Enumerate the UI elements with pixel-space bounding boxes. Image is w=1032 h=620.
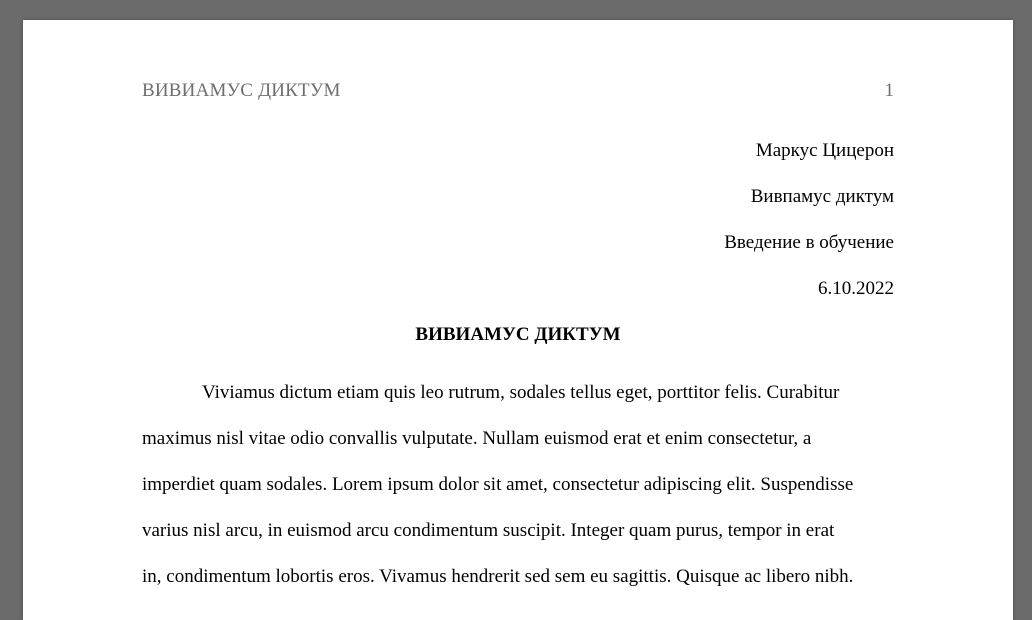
body-paragraph <box>142 370 894 600</box>
document-page[interactable] <box>23 20 1013 620</box>
body-line: varius nisl arcu, in euismod arcu condimentum suscipit. Integer quam purus, tempor in erat <box>142 520 835 541</box>
running-head: ВИВИАМУС ДИКТУМ <box>142 80 341 101</box>
course-name: Введение в обучение <box>724 232 894 253</box>
author-name: Маркус Цицерон <box>755 140 894 161</box>
document-date: 6.10.2022 <box>818 278 894 299</box>
document-title: ВИВИАМУС ДИКТУМ <box>415 324 621 345</box>
page-number: 1 <box>884 80 894 101</box>
body-line: imperdiet quam sodales. Lorem ipsum dolor sit amet, consectetur adipiscing elit. Suspendisse <box>142 474 854 495</box>
instructor-name: Вивпамус диктум <box>750 186 894 207</box>
body-line: maximus nisl vitae odio convallis vulputate. Nullam euismod erat et enim consectetur, a <box>142 428 812 449</box>
body-line: Viviamus dictum etiam quis leo rutrum, sodales tellus eget, porttitor felis. Curabitur <box>202 382 840 403</box>
body-line: in, condimentum lobortis eros. Vivamus hendrerit sed sem eu sagittis. Quisque ac libero nibh. <box>142 566 854 587</box>
